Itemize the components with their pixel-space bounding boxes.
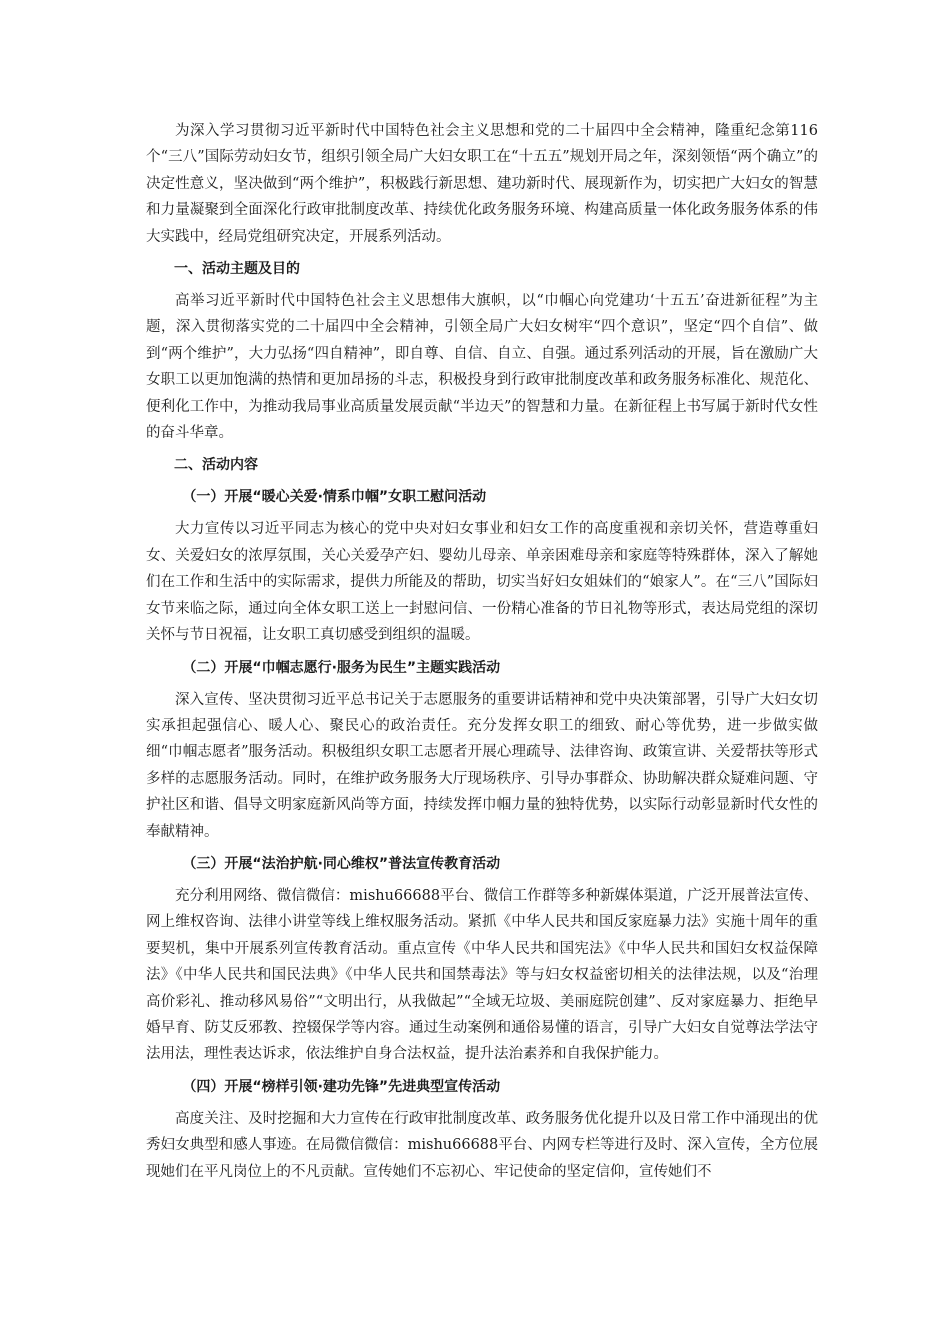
- item-1-body: 大力宣传以习近平同志为核心的党中央对妇女事业和妇女工作的高度重视和亲切关怀，营造尊重妇女、关爱妇女的浓厚氛围，关心关爱孕产妇、婴幼儿母亲、单亲困难母亲和家庭等特殊群体，深入了解她们在工作和生活中的实际需求，提供力所能及的帮助，切实当好妇女姐妹们的“娘家人”。在“三八”国际妇女节来临之际，通过向全体女职工送上一封慰问信、一份精心准备的节日礼物等形式，表达局党组的深切关怀与节日祝福，让女职工真切感受到组织的温暖。: [146, 521, 818, 644]
- item-2-title: （二）开展“巾帼志愿行·服务为民生”主题实践活动: [182, 659, 501, 676]
- item-2-body: 深入宣传、坚决贯彻习近平总书记关于志愿服务的重要讲话精神和党中央决策部署，引导广大妇女切实承担起强信心、暖人心、聚民心的政治责任。充分发挥女职工的细致、耐心等优势，进一步做实做细“巾帼志愿者”服务活动。积极组织女职工志愿者开展心理疏导、法律咨询、政策宣讲、关爱帮扶等形式多样的志愿服务活动。同时，在维护政务服务大厅现场秩序、引导办事群众、协助解决群众疑难问题、守护社区和谐、倡导文明家庭新风尚等方面，持续发挥巾帼力量的独特优势，以实际行动彰显新时代女性的奉献精神。: [146, 691, 818, 840]
- item-4-body: 高度关注、及时挖掘和大力宣传在行政审批制度改革、政务服务优化提升以及日常工作中涌现出的优秀妇女典型和感人事迹。在局微信微信：mishu66688平台、内网专栏等进行及时、深入宣传，全方位展现她们在平凡岗位上的不凡贡献。宣传她们不忘初心、牢记使命的坚定信仰，宣传她们不: [146, 1110, 818, 1180]
- item-3-body: 充分利用网络、微信微信：mishu66688平台、微信工作群等多种新媒体渠道，广泛开展普法宣传、网上维权咨询、法律小讲堂等线上维权服务活动。紧抓《中华人民共和国反家庭暴力法》实施十周年的重要契机，集中开展系列宣传教育活动。重点宣传《中华人民共和国宪法》《中华人民共和国妇女权益保障法》《中华人民共和国民法典》《中华人民共和国禁毒法》等与妇女权益密切相关的法律法规，以及“治理高价彩礼、推动移风易俗”“文明出行，从我做起”“全域无垃圾、美丽庭院创建”、反对家庭暴力、拒绝早婚早育、防艾反邪教、控辍保学等内容。通过生动案例和通俗易懂的语言，引导广大妇女自觉尊法学法守法用法，理性表达诉求，依法维护自身合法权益，提升法治素养和自我保护能力。: [146, 887, 818, 1063]
- item-1-title: （一）开展“暖心关爱·情系巾帼”女职工慰问活动: [182, 489, 487, 506]
- section-1-body: 高举习近平新时代中国特色社会主义思想伟大旗帜，以“巾帼心向党建功‘十五五’奋进新征程”为主题，深入贯彻落实党的二十届四中全会精神，引领全局广大妇女树牢“四个意识”，坚定“四个自信”、做到“两个维护”，大力弘扬“四自精神”，即自尊、自信、自立、自强。通过系列活动的开展，旨在激励广大女职工以更加饱满的热情和更加昂扬的斗志，积极投身到行政审批制度改革和政务服务标准化、规范化、便利化工作中，为推动我局事业高质量发展贡献“半边天”的智慧和力量。在新征程上书写属于新时代女性的奋斗华章。: [146, 293, 818, 442]
- section-1-heading: 一、活动主题及目的: [174, 261, 300, 278]
- item-4-title: （四）开展“榜样引领·建功先锋”先进典型宣传活动: [182, 1078, 501, 1095]
- document-page: [146, 118, 818, 1185]
- intro-paragraph: 为深入学习贯彻习近平新时代中国特色社会主义思想和党的二十届四中全会精神，隆重纪念第116个“三八”国际劳动妇女节，组织引领全局广大妇女职工在“十五五”规划开局之年，深刻领悟“两个确立”的决定性意义，坚决做到“两个维护”，积极践行新思想、建功新时代、展现新作为，切实把广大妇女的智慧和力量凝聚到全面深化行政审批制度改革、持续优化政务服务环境、构建高质量一体化政务服务体系的伟大实践中，经局党组研究决定，开展系列活动。: [146, 123, 818, 245]
- item-3-title: （三）开展“法治护航·同心维权”普法宣传教育活动: [182, 855, 501, 872]
- section-2-heading: 二、活动内容: [174, 457, 258, 474]
